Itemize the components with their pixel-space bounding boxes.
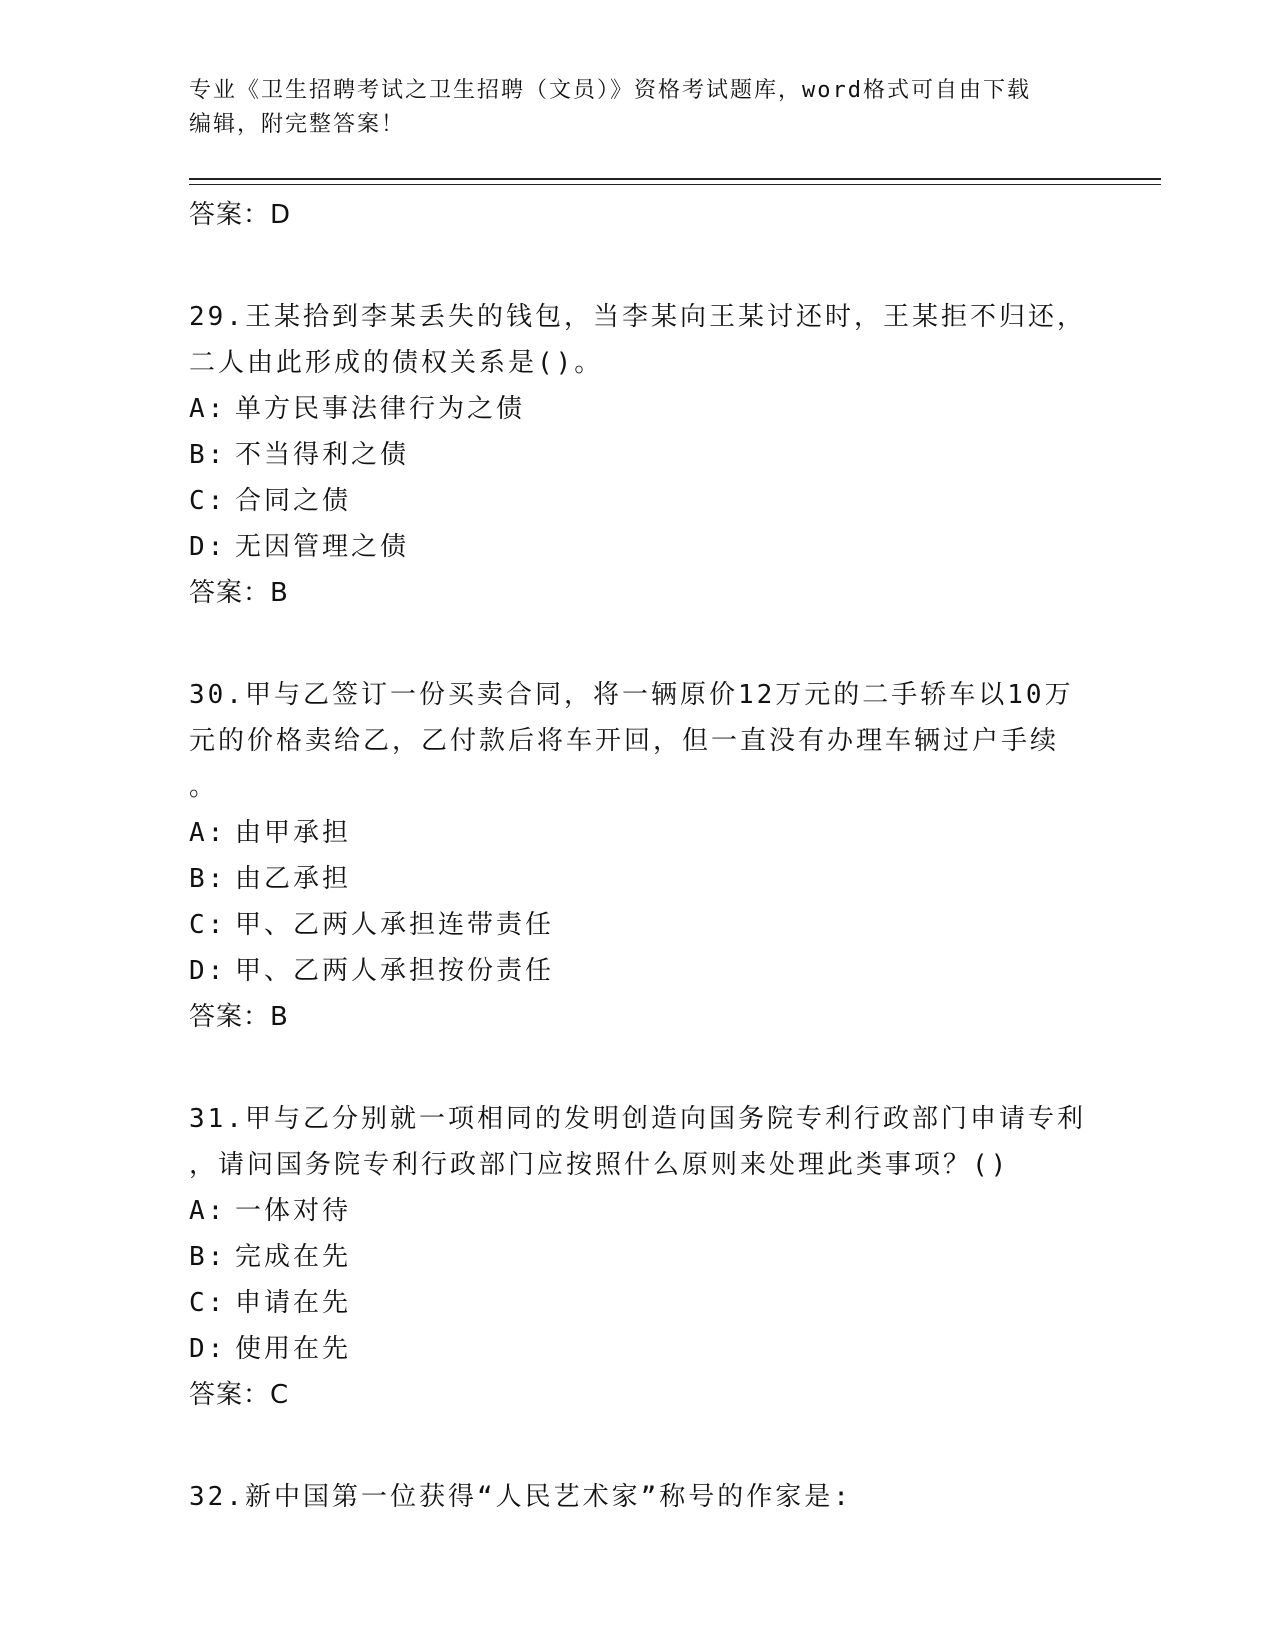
answer: 答案：C: [189, 1380, 290, 1410]
question-30: [189, 672, 1089, 1040]
option-c: [189, 478, 1089, 524]
option-c: [189, 902, 1089, 948]
option-c: [189, 1280, 1089, 1326]
option-key: C:: [189, 910, 227, 940]
answer: 答案：B: [189, 1002, 289, 1032]
question-31: [189, 1096, 1089, 1418]
question-list: [189, 192, 1089, 1520]
option-text: 不当得利之债: [235, 440, 410, 470]
question-stem: [189, 672, 1089, 810]
option-key: D:: [189, 956, 227, 986]
header-line-2: 编辑，附完整答案！: [189, 112, 406, 137]
option-text: 使用在先: [235, 1334, 352, 1364]
option-text: 一体对待: [235, 1196, 352, 1226]
previous-answer: 答案：D: [189, 200, 292, 230]
stem-line: 二人由此形成的债权关系是()。: [189, 348, 604, 378]
option-text: 甲、乙两人承担按份责任: [235, 956, 555, 986]
option-text: 单方民事法律行为之债: [235, 394, 526, 424]
question-stem: [189, 1096, 1089, 1188]
stem-line: 31.甲与乙分别就一项相同的发明创造向国务院专利行政部门申请专利: [189, 1104, 1086, 1134]
option-a: [189, 1188, 1089, 1234]
option-key: A:: [189, 818, 227, 848]
stem-line: 32.新中国第一位获得“人民艺术家”称号的作家是:: [189, 1482, 852, 1512]
question-32: [189, 1474, 1089, 1520]
answer: 答案：B: [189, 578, 289, 608]
option-text: 申请在先: [235, 1288, 352, 1318]
stem-line: 。: [189, 772, 219, 802]
stem-line: 元的价格卖给乙，乙付款后将车开回，但一直没有办理车辆过户手续: [189, 726, 1060, 756]
option-key: D:: [189, 1334, 227, 1364]
option-a: [189, 810, 1089, 856]
option-text: 由乙承担: [235, 864, 352, 894]
option-key: A:: [189, 1196, 227, 1226]
option-text: 无因管理之债: [235, 532, 410, 562]
option-key: B:: [189, 440, 227, 470]
option-text: 完成在先: [235, 1242, 352, 1272]
option-a: [189, 386, 1089, 432]
option-d: [189, 1326, 1089, 1372]
option-key: B:: [189, 864, 227, 894]
option-key: B:: [189, 1242, 227, 1272]
option-d: [189, 524, 1089, 570]
stem-line: 29.王某拾到李某丢失的钱包，当李某向王某讨还时，王某拒不归还，: [189, 302, 1086, 332]
option-text: 合同之债: [235, 486, 352, 516]
document-header: [189, 74, 1089, 142]
header-rule-thick: [189, 178, 1161, 180]
option-key: C:: [189, 486, 227, 516]
stem-line: 30.甲与乙签订一份买卖合同，将一辆原价12万元的二手轿车以10万: [189, 680, 1074, 710]
option-text: 甲、乙两人承担连带责任: [235, 910, 555, 940]
stem-line: ，请问国务院专利行政部门应按照什么原则来处理此类事项？(): [189, 1150, 1010, 1180]
option-b: [189, 856, 1089, 902]
option-key: D:: [189, 532, 227, 562]
option-key: A:: [189, 394, 227, 424]
question-29: [189, 294, 1089, 616]
header-line-1: 专业《卫生招聘考试之卫生招聘（文员）》资格考试题库，word格式可自由下载: [189, 78, 1031, 103]
question-stem: [189, 294, 1089, 386]
option-text: 由甲承担: [235, 818, 352, 848]
header-rule-thin: [189, 184, 1161, 185]
option-key: C:: [189, 1288, 227, 1318]
option-b: [189, 1234, 1089, 1280]
question-stem: [189, 1474, 1089, 1520]
option-b: [189, 432, 1089, 478]
option-d: [189, 948, 1089, 994]
